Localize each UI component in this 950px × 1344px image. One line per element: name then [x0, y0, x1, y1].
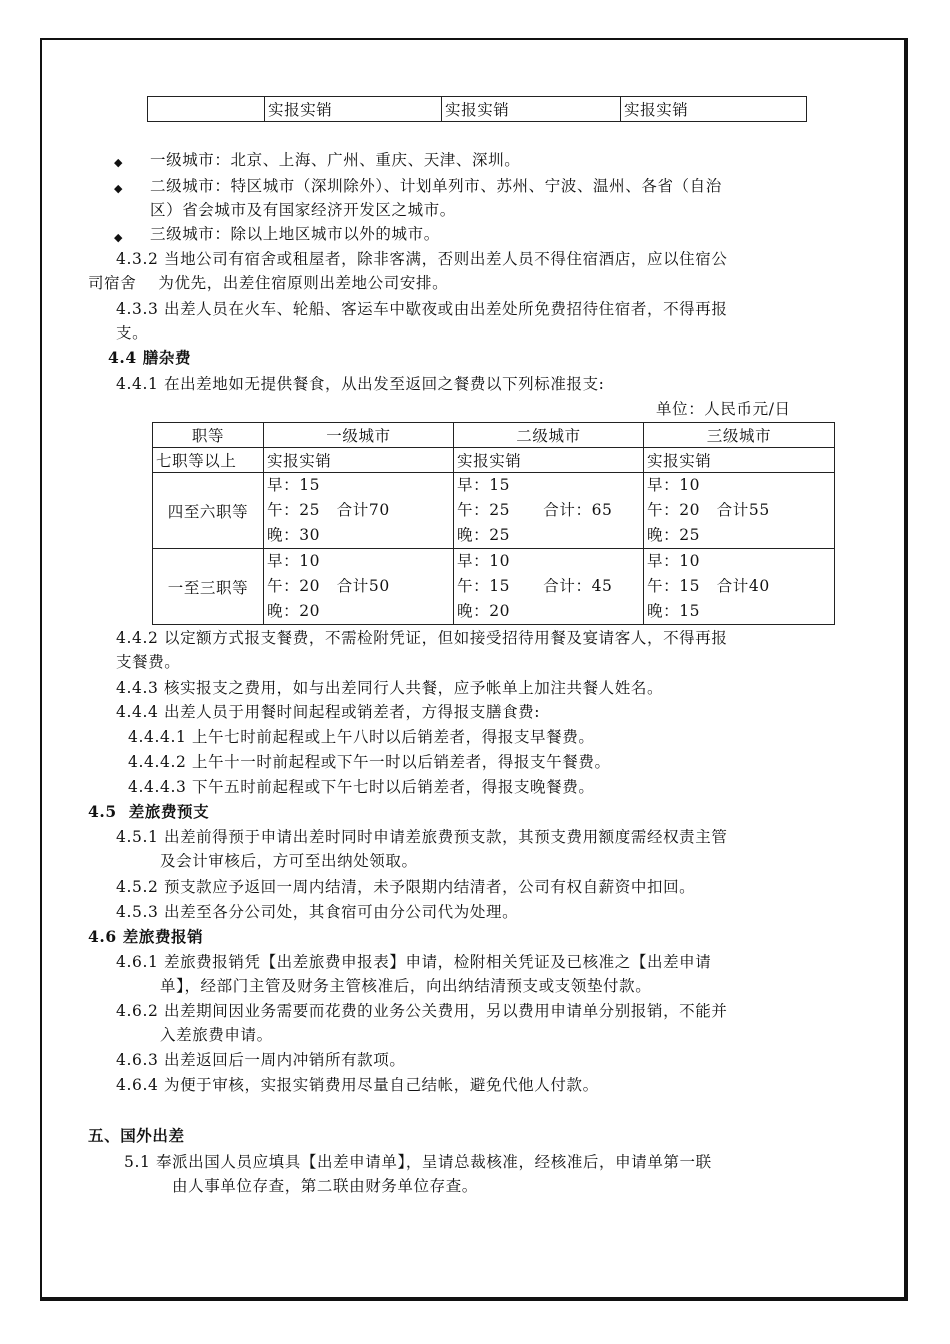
table-cell: 实报实销 — [644, 448, 835, 473]
table-cell: 一至三职等 — [153, 549, 264, 625]
unit-label: 单位：人民币元/日 — [656, 400, 791, 418]
paragraph: 4.6.2 出差期间因业务需要而花费的业务公关费用，另以费用申请单分别报销，不能并 — [116, 1002, 728, 1020]
meal-line: 晚：20 — [457, 602, 511, 620]
table-row — [153, 549, 835, 625]
table-row — [153, 448, 835, 473]
paragraph: 4.4.4.2 上午十一时前起程或下午一时以后销差者，得报支午餐费。 — [128, 753, 611, 771]
table-header: 一级城市 — [264, 423, 454, 448]
meal-line: 午：15 合计：45 — [457, 577, 613, 595]
meal-line: 早：15 — [457, 476, 511, 494]
paragraph: 4.5.2 预支款应予返回一周内结清，未予限期内结清者，公司有权自薪资中扣回。 — [116, 878, 696, 896]
meal-line: 午：20 合计55 — [647, 501, 770, 519]
table-cell: 实报实销 — [442, 97, 621, 122]
paragraph: 4.5.1 出差前得预于申请出差时同时申请差旅费预支款，其预支费用额度需经权责主管 — [116, 828, 728, 846]
table-row — [153, 473, 835, 549]
table-cell — [148, 97, 265, 122]
paragraph: 4.4.2 以定额方式报支餐费，不需检附凭证，但如接受招待用餐及宴请客人，不得再报 — [116, 629, 728, 647]
table-cell — [644, 473, 835, 549]
meal-line: 午：25 合计：65 — [457, 501, 613, 519]
paragraph: 单】，经部门主管及财务主管核准后，向出纳结清预支或支领垫付款。 — [160, 977, 652, 995]
paragraph: 4.4.4.3 下午五时前起程或下午七时以后销差者，得报支晚餐费。 — [128, 778, 595, 796]
paragraph: 4.4.4 出差人员于用餐时间起程或销差者，方得报支膳食费: — [116, 703, 541, 721]
section-heading: 五、国外出差 — [88, 1126, 185, 1145]
bullet-icon: ◆ — [114, 156, 124, 169]
meal-line: 晚：30 — [267, 526, 321, 544]
paragraph: 4.3.3 出差人员在火车、轮船、客运车中歇夜或由出差处所免费招待住宿者，不得再报 — [116, 300, 728, 318]
table-cell — [454, 473, 644, 549]
meal-line: 午：25 合计70 — [267, 501, 390, 519]
meal-line: 早：10 — [267, 552, 321, 570]
paragraph: 支。 — [116, 324, 149, 342]
table-header: 二级城市 — [454, 423, 644, 448]
paragraph: 4.4.4.1 上午七时前起程或上午八时以后销差者，得报支早餐费。 — [128, 728, 595, 746]
table-row — [148, 97, 807, 122]
meal-line: 早：10 — [457, 552, 511, 570]
meal-line: 晚：25 — [647, 526, 701, 544]
table-row — [153, 423, 835, 448]
table-cell — [264, 473, 454, 549]
meal-line: 晚：25 — [457, 526, 511, 544]
paragraph: 4.6.1 差旅费报销凭【出差旅费申报表】申请，检附相关凭证及已核准之【出差申请 — [116, 953, 712, 971]
paragraph: 4.4.3 核实报支之费用，如与出差同行人共餐，应予帐单上加注共餐人姓名。 — [116, 679, 664, 697]
table-cell: 实报实销 — [621, 97, 807, 122]
bullet-icon: ◆ — [114, 182, 124, 195]
paragraph: 4.5.3 出差至各分公司处，其食宿可由分公司代为处理。 — [116, 903, 519, 921]
table-header: 职等 — [153, 423, 264, 448]
section-heading: 4.5 差旅费预支 — [88, 802, 210, 821]
meal-line: 午：20 合计50 — [267, 577, 390, 595]
bullet-icon: ◆ — [114, 231, 124, 244]
paragraph: 入差旅费申请。 — [160, 1026, 273, 1044]
meal-line: 早：10 — [647, 552, 701, 570]
paragraph: 4.3.2 当地公司有宿舍或租屋者，除非客满，否则出差人员不得住宿酒店，应以住宿公 — [116, 250, 728, 268]
meal-line: 晚：20 — [267, 602, 321, 620]
section-heading: 4.6 差旅费报销 — [88, 927, 204, 946]
table-cell: 四至六职等 — [153, 473, 264, 549]
meal-line: 早：15 — [267, 476, 321, 494]
meal-line: 午：15 合计40 — [647, 577, 770, 595]
meal-allowance-table — [152, 422, 835, 625]
table-cell: 实报实销 — [454, 448, 644, 473]
bullet-text: 区）省会城市及有国家经济开发区之城市。 — [150, 201, 456, 219]
top-table — [147, 96, 807, 122]
paragraph: 及会计审核后，方可至出纳处领取。 — [160, 852, 418, 870]
table-cell — [454, 549, 644, 625]
table-cell: 实报实销 — [264, 448, 454, 473]
meal-line: 早：10 — [647, 476, 701, 494]
section-heading: 4.4 膳杂费 — [108, 348, 192, 367]
bullet-text: 二级城市：特区城市（深圳除外）、计划单列市、苏州、宁波、温州、各省（自治 — [150, 177, 722, 195]
paragraph: 4.6.4 为便于审核，实报实销费用尽量自己结帐，避免代他人付款。 — [116, 1076, 599, 1094]
paragraph: 支餐费。 — [116, 653, 181, 671]
table-cell — [264, 549, 454, 625]
paragraph: 由人事单位存查，第二联由财务单位存查。 — [172, 1177, 478, 1195]
paragraph: 5.1 奉派出国人员应填具【出差申请单】，呈请总裁核准，经核准后，申请单第一联 — [124, 1153, 712, 1171]
paragraph: 4.4.1 在出差地如无提供餐食，从出发至返回之餐费以下列标准报支: — [116, 375, 605, 393]
bullet-text: 三级城市：除以上地区城市以外的城市。 — [150, 225, 440, 243]
table-cell — [644, 549, 835, 625]
meal-line: 晚：15 — [647, 602, 701, 620]
table-cell: 七职等以上 — [153, 448, 264, 473]
paragraph: 4.6.3 出差返回后一周内冲销所有款项。 — [116, 1051, 406, 1069]
table-header: 三级城市 — [644, 423, 835, 448]
table-cell: 实报实销 — [265, 97, 442, 122]
bullet-text: 一级城市：北京、上海、广州、重庆、天津、深圳。 — [150, 151, 521, 169]
paragraph: 司宿舍 为优先，出差住宿原则出差地公司安排。 — [88, 274, 449, 292]
